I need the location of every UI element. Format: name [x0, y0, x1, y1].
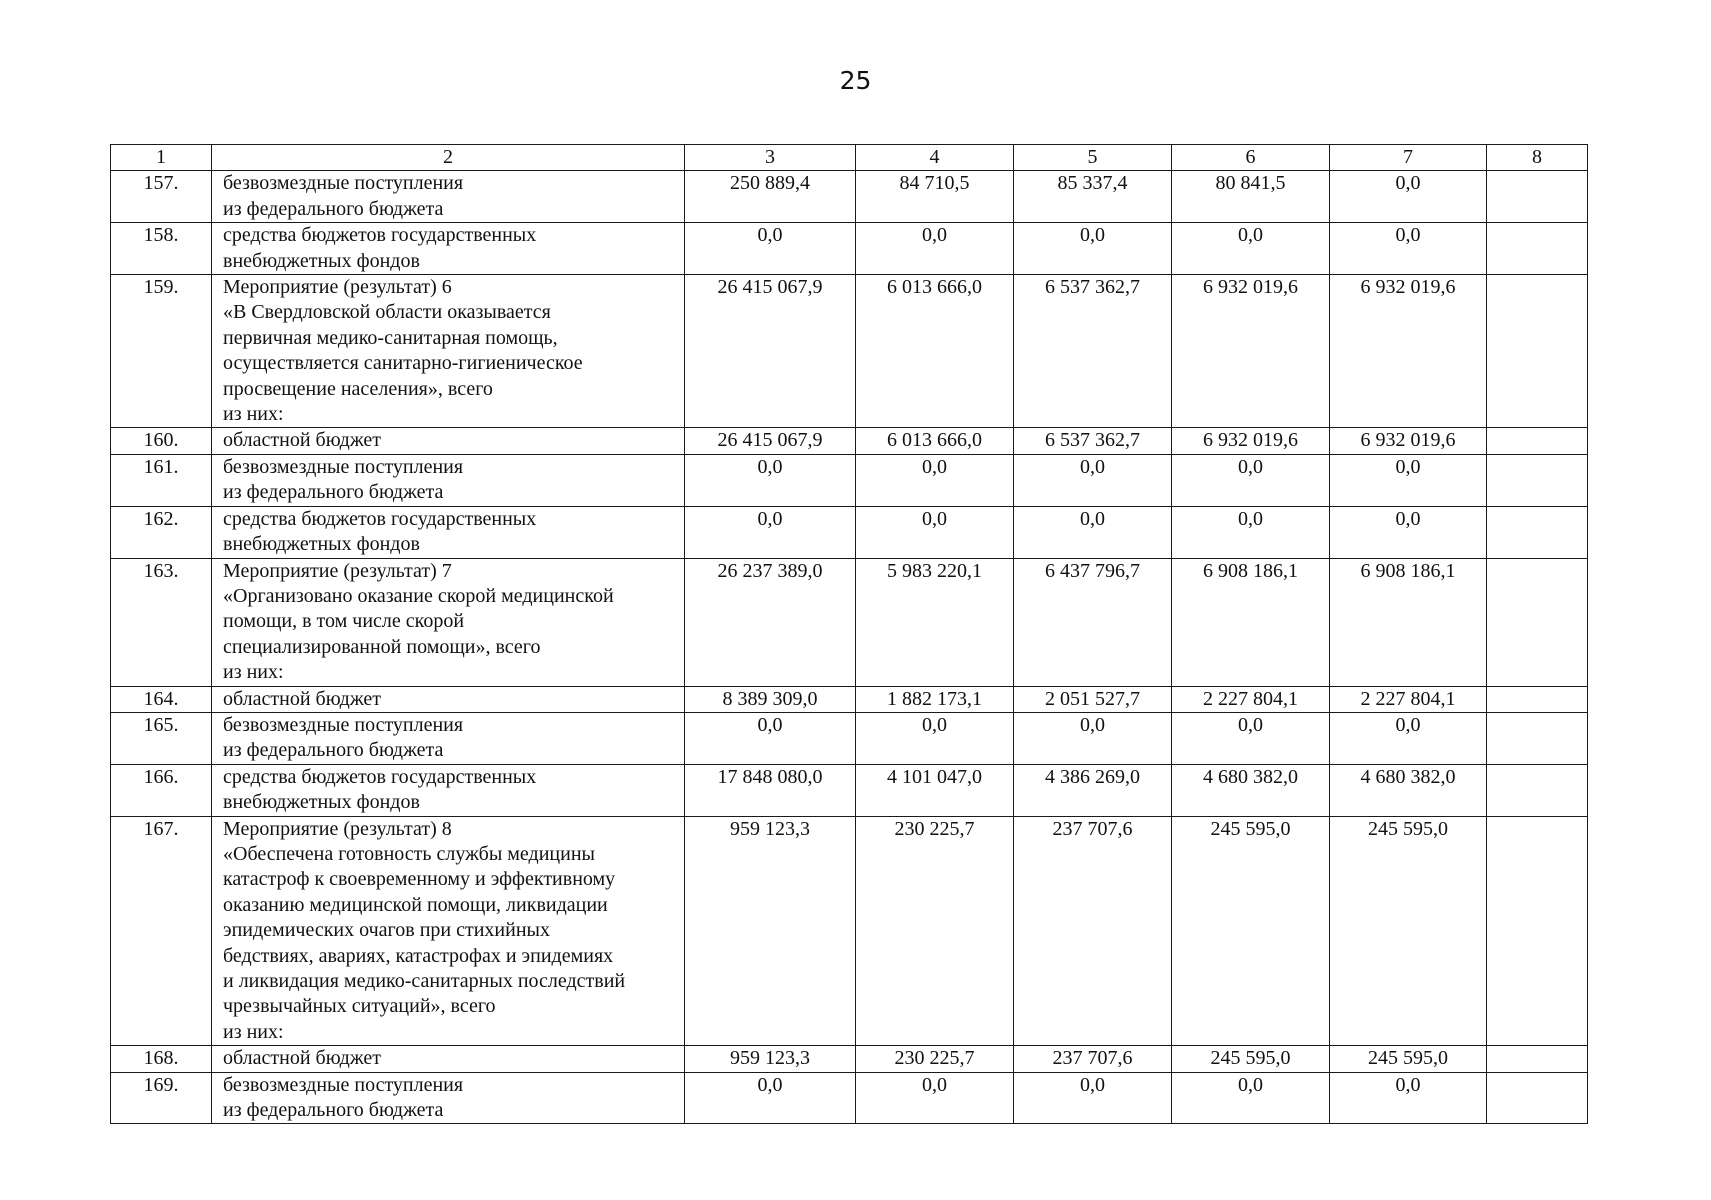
- column-header: 1: [111, 145, 212, 171]
- row-number-cell: 157.: [111, 171, 212, 223]
- value-cell-col-5: 6 437 796,7: [1014, 558, 1172, 686]
- value-cell-col-5: 0,0: [1014, 1072, 1172, 1124]
- budget-table: [110, 144, 1588, 1124]
- value-cell-col-3: 26 415 067,9: [685, 275, 856, 428]
- value-cell-col-6: 6 932 019,6: [1172, 428, 1330, 454]
- table-row: [111, 171, 1588, 223]
- value-cell-col-3: 17 848 080,0: [685, 764, 856, 816]
- value-cell-col-8: [1487, 686, 1588, 712]
- value-cell-col-4: 1 882 173,1: [856, 686, 1014, 712]
- value-cell-col-5: 2 051 527,7: [1014, 686, 1172, 712]
- value-cell-col-8: [1487, 1072, 1588, 1124]
- value-cell-col-3: 959 123,3: [685, 1046, 856, 1072]
- value-cell-col-8: [1487, 454, 1588, 506]
- value-cell-col-4: 230 225,7: [856, 816, 1014, 1046]
- table-row: [111, 223, 1588, 275]
- value-cell-col-3: 0,0: [685, 223, 856, 275]
- table-row: [111, 454, 1588, 506]
- value-cell-col-3: 26 237 389,0: [685, 558, 856, 686]
- row-name-cell: областной бюджет: [212, 1046, 685, 1072]
- table-row: [111, 275, 1588, 428]
- row-name-cell: Мероприятие (результат) 6 «В Свердловской области оказывается первичная медико-санитарная помощь, осуществляется санитарно-гигиеническое просвещение населения», всего из них:: [212, 275, 685, 428]
- value-cell-col-4: 6 013 666,0: [856, 428, 1014, 454]
- row-number-cell: 160.: [111, 428, 212, 454]
- column-header: 6: [1172, 145, 1330, 171]
- value-cell-col-6: 245 595,0: [1172, 1046, 1330, 1072]
- value-cell-col-7: 6 908 186,1: [1330, 558, 1487, 686]
- row-number-cell: 164.: [111, 686, 212, 712]
- column-header: 3: [685, 145, 856, 171]
- value-cell-col-4: 0,0: [856, 454, 1014, 506]
- table-row: [111, 764, 1588, 816]
- value-cell-col-3: 26 415 067,9: [685, 428, 856, 454]
- row-number-cell: 163.: [111, 558, 212, 686]
- value-cell-col-6: 6 932 019,6: [1172, 275, 1330, 428]
- value-cell-col-6: 2 227 804,1: [1172, 686, 1330, 712]
- row-number-cell: 167.: [111, 816, 212, 1046]
- value-cell-col-7: 6 932 019,6: [1330, 275, 1487, 428]
- value-cell-col-8: [1487, 1046, 1588, 1072]
- row-name-cell: средства бюджетов государственных внебюджетных фондов: [212, 764, 685, 816]
- row-number-cell: 158.: [111, 223, 212, 275]
- table-header-row: [111, 145, 1588, 171]
- row-name-cell: безвозмездные поступления из федерального бюджета: [212, 171, 685, 223]
- row-number-cell: 161.: [111, 454, 212, 506]
- value-cell-col-4: 84 710,5: [856, 171, 1014, 223]
- value-cell-col-7: 0,0: [1330, 454, 1487, 506]
- value-cell-col-6: 4 680 382,0: [1172, 764, 1330, 816]
- value-cell-col-8: [1487, 506, 1588, 558]
- row-number-cell: 169.: [111, 1072, 212, 1124]
- value-cell-col-7: 0,0: [1330, 506, 1487, 558]
- table-row: [111, 558, 1588, 686]
- value-cell-col-5: 0,0: [1014, 223, 1172, 275]
- column-header: 5: [1014, 145, 1172, 171]
- value-cell-col-3: 0,0: [685, 454, 856, 506]
- value-cell-col-3: 0,0: [685, 1072, 856, 1124]
- value-cell-col-6: 0,0: [1172, 506, 1330, 558]
- value-cell-col-6: 0,0: [1172, 1072, 1330, 1124]
- value-cell-col-6: 0,0: [1172, 454, 1330, 506]
- value-cell-col-4: 0,0: [856, 223, 1014, 275]
- page-number: 25: [839, 66, 872, 95]
- value-cell-col-5: 6 537 362,7: [1014, 428, 1172, 454]
- value-cell-col-8: [1487, 223, 1588, 275]
- value-cell-col-8: [1487, 428, 1588, 454]
- value-cell-col-4: 5 983 220,1: [856, 558, 1014, 686]
- row-name-cell: средства бюджетов государственных внебюджетных фондов: [212, 506, 685, 558]
- value-cell-col-7: 245 595,0: [1330, 1046, 1487, 1072]
- value-cell-col-5: 0,0: [1014, 506, 1172, 558]
- row-name-cell: безвозмездные поступления из федерального бюджета: [212, 712, 685, 764]
- row-name-cell: средства бюджетов государственных внебюджетных фондов: [212, 223, 685, 275]
- row-name-cell: Мероприятие (результат) 8 «Обеспечена готовность службы медицины катастроф к своевременному и эффективному оказанию медицинской помощи, ликвидации эпидемических очагов при стихийных бедствиях, авариях, катастрофах и эпидемиях и ликвидация медико-санитарных последствий чрезвычайных ситуаций», всего из них:: [212, 816, 685, 1046]
- row-number-cell: 165.: [111, 712, 212, 764]
- value-cell-col-4: 230 225,7: [856, 1046, 1014, 1072]
- value-cell-col-7: 0,0: [1330, 712, 1487, 764]
- value-cell-col-8: [1487, 712, 1588, 764]
- value-cell-col-7: 245 595,0: [1330, 816, 1487, 1046]
- value-cell-col-7: 0,0: [1330, 171, 1487, 223]
- value-cell-col-8: [1487, 816, 1588, 1046]
- value-cell-col-3: 8 389 309,0: [685, 686, 856, 712]
- table-row: [111, 506, 1588, 558]
- value-cell-col-8: [1487, 171, 1588, 223]
- value-cell-col-7: 0,0: [1330, 1072, 1487, 1124]
- value-cell-col-5: 6 537 362,7: [1014, 275, 1172, 428]
- value-cell-col-6: 0,0: [1172, 712, 1330, 764]
- value-cell-col-8: [1487, 275, 1588, 428]
- value-cell-col-8: [1487, 764, 1588, 816]
- table-body: [111, 145, 1588, 1124]
- value-cell-col-3: 250 889,4: [685, 171, 856, 223]
- column-header: 8: [1487, 145, 1588, 171]
- value-cell-col-6: 6 908 186,1: [1172, 558, 1330, 686]
- row-name-cell: Мероприятие (результат) 7 «Организовано оказание скорой медицинской помощи, в том числе скорой специализированной помощи», всего из них:: [212, 558, 685, 686]
- value-cell-col-6: 80 841,5: [1172, 171, 1330, 223]
- column-header: 4: [856, 145, 1014, 171]
- value-cell-col-4: 0,0: [856, 712, 1014, 764]
- table-row: [111, 712, 1588, 764]
- row-number-cell: 159.: [111, 275, 212, 428]
- value-cell-col-6: 245 595,0: [1172, 816, 1330, 1046]
- value-cell-col-7: 2 227 804,1: [1330, 686, 1487, 712]
- value-cell-col-8: [1487, 558, 1588, 686]
- value-cell-col-4: 0,0: [856, 1072, 1014, 1124]
- value-cell-col-7: 0,0: [1330, 223, 1487, 275]
- value-cell-col-4: 4 101 047,0: [856, 764, 1014, 816]
- value-cell-col-5: 237 707,6: [1014, 816, 1172, 1046]
- row-number-cell: 162.: [111, 506, 212, 558]
- value-cell-col-6: 0,0: [1172, 223, 1330, 275]
- value-cell-col-5: 0,0: [1014, 454, 1172, 506]
- row-number-cell: 168.: [111, 1046, 212, 1072]
- table-row: [111, 428, 1588, 454]
- value-cell-col-3: 0,0: [685, 506, 856, 558]
- value-cell-col-4: 0,0: [856, 506, 1014, 558]
- table-row: [111, 1072, 1588, 1124]
- table-row: [111, 686, 1588, 712]
- column-header: 2: [212, 145, 685, 171]
- value-cell-col-3: 0,0: [685, 712, 856, 764]
- row-name-cell: безвозмездные поступления из федерального бюджета: [212, 1072, 685, 1124]
- table-row: [111, 1046, 1588, 1072]
- value-cell-col-7: 4 680 382,0: [1330, 764, 1487, 816]
- value-cell-col-5: 0,0: [1014, 712, 1172, 764]
- value-cell-col-5: 237 707,6: [1014, 1046, 1172, 1072]
- value-cell-col-4: 6 013 666,0: [856, 275, 1014, 428]
- row-name-cell: областной бюджет: [212, 686, 685, 712]
- value-cell-col-3: 959 123,3: [685, 816, 856, 1046]
- row-name-cell: областной бюджет: [212, 428, 685, 454]
- value-cell-col-5: 4 386 269,0: [1014, 764, 1172, 816]
- table-row: [111, 816, 1588, 1046]
- row-name-cell: безвозмездные поступления из федерального бюджета: [212, 454, 685, 506]
- row-number-cell: 166.: [111, 764, 212, 816]
- column-header: 7: [1330, 145, 1487, 171]
- value-cell-col-5: 85 337,4: [1014, 171, 1172, 223]
- value-cell-col-7: 6 932 019,6: [1330, 428, 1487, 454]
